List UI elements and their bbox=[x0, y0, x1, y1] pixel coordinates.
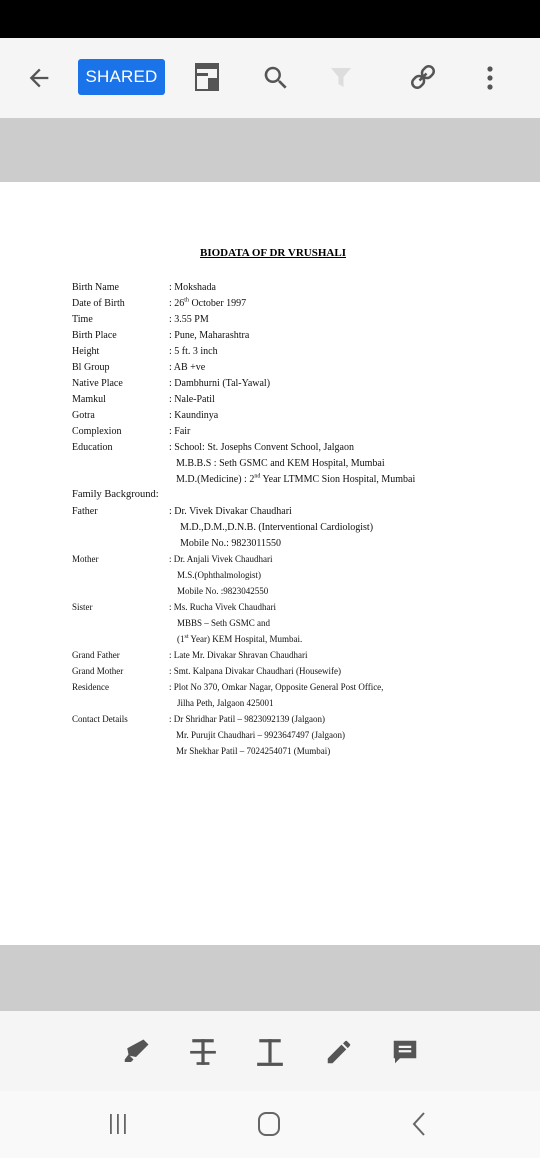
row-value: : 5 ft. 3 inch bbox=[169, 346, 218, 357]
filter-icon[interactable] bbox=[327, 63, 355, 93]
father-qualification: M.D.,D.M.,D.N.B. (Interventional Cardiologist) bbox=[180, 522, 374, 533]
strikethrough-icon[interactable] bbox=[187, 1035, 219, 1069]
education-md-pre: M.D.(Medicine) : 2 bbox=[176, 474, 255, 485]
row-value: : Nale-Patil bbox=[169, 394, 215, 405]
row-label: Height bbox=[72, 346, 100, 357]
family-background-heading: Family Background: bbox=[72, 489, 159, 500]
row-value: : Fair bbox=[169, 426, 191, 437]
mother-mobile: Mobile No. :9823042550 bbox=[177, 586, 269, 596]
row-value: : Kaundinya bbox=[169, 410, 219, 421]
comment-icon[interactable] bbox=[388, 1035, 422, 1069]
row-value: : Dambhurni (Tal-Yawal) bbox=[169, 378, 271, 389]
row-label: Complexion bbox=[72, 426, 122, 437]
system-nav-bar bbox=[0, 1091, 540, 1158]
recents-icon[interactable] bbox=[102, 1109, 134, 1139]
education-md-sup: nd bbox=[254, 473, 261, 480]
row-value: : Plot No 370, Omkar Nagar, Opposite General Post Office, bbox=[169, 682, 384, 692]
row-value: : School: St. Josephs Convent School, Jalgaon bbox=[169, 442, 354, 453]
row-label: Mamkul bbox=[72, 394, 106, 405]
back-icon[interactable] bbox=[404, 1109, 436, 1139]
pen-icon[interactable] bbox=[322, 1035, 356, 1069]
page-view-icon[interactable] bbox=[193, 61, 221, 93]
row-value bbox=[169, 298, 246, 309]
row-value: : Ms. Rucha Vivek Chaudhari bbox=[169, 602, 277, 612]
dob-suffix: th bbox=[184, 297, 189, 304]
home-icon[interactable] bbox=[252, 1109, 286, 1139]
education-mbbs: M.B.B.S : Seth GSMC and KEM Hospital, Mumbai bbox=[176, 458, 385, 469]
row-value: : AB +ve bbox=[169, 362, 206, 373]
document-title: BIODATA OF DR VRUSHALI bbox=[200, 247, 346, 259]
row-value: : Mokshada bbox=[169, 282, 216, 293]
back-arrow-icon[interactable] bbox=[22, 61, 56, 95]
row-label: Birth Place bbox=[72, 330, 117, 341]
document-page[interactable] bbox=[0, 182, 540, 945]
row-label: Sister bbox=[72, 602, 93, 612]
dob-rest: October 1997 bbox=[188, 298, 247, 309]
row-value: : 3.55 PM bbox=[169, 314, 209, 325]
row-value: : Late Mr. Divakar Shravan Chaudhari bbox=[169, 650, 308, 660]
row-value: : Dr. Anjali Vivek Chaudhari bbox=[169, 554, 273, 564]
sister-education: MBBS – Seth GSMC and bbox=[177, 618, 271, 628]
row-label: Grand Mother bbox=[72, 666, 124, 676]
contact-line-2: Mr. Purujit Chaudhari – 9923647497 (Jalgaon) bbox=[176, 730, 345, 740]
sister-year-pre: (1 bbox=[177, 634, 185, 644]
row-label: Bl Group bbox=[72, 362, 110, 373]
page-gap-top bbox=[0, 118, 540, 182]
text-insert-icon[interactable] bbox=[254, 1035, 286, 1069]
status-bar bbox=[0, 0, 540, 38]
link-icon[interactable] bbox=[406, 60, 440, 94]
annotation-toolbar bbox=[0, 1011, 540, 1091]
row-label: Birth Name bbox=[72, 282, 119, 293]
mother-qualification: M.S.(Ophthalmologist) bbox=[177, 570, 262, 580]
top-toolbar bbox=[0, 38, 540, 118]
father-mobile: Mobile No.: 9823011550 bbox=[180, 538, 282, 549]
sister-year-post: Year) KEM Hospital, Mumbai. bbox=[188, 634, 303, 644]
search-icon[interactable] bbox=[259, 61, 293, 95]
row-label: Grand Father bbox=[72, 650, 120, 660]
row-value: : Smt. Kalpana Divakar Chaudhari (Housewife) bbox=[169, 666, 341, 676]
contact-line-3: Mr Shekhar Patil – 7024254071 (Mumbai) bbox=[176, 746, 331, 756]
row-label: Education bbox=[72, 442, 113, 453]
shared-button[interactable]: SHARED bbox=[78, 59, 165, 95]
sister-year-sup: st bbox=[184, 634, 189, 640]
page-gap-bottom bbox=[0, 945, 540, 1011]
row-value: : Pune, Maharashtra bbox=[169, 330, 250, 341]
row-value: : Dr Shridhar Patil – 9823092139 (Jalgaon) bbox=[169, 714, 325, 724]
row-label: Contact Details bbox=[72, 714, 128, 724]
row-label: Native Place bbox=[72, 378, 123, 389]
row-label: Mother bbox=[72, 554, 99, 564]
row-label: Time bbox=[72, 314, 93, 325]
dob-day: : 26 bbox=[169, 298, 185, 309]
education-md-post: Year LTMMC Sion Hospital, Mumbai bbox=[260, 474, 416, 485]
highlighter-icon[interactable] bbox=[119, 1035, 153, 1069]
row-value: : Dr. Vivek Divakar Chaudhari bbox=[169, 506, 292, 517]
sister-year bbox=[177, 634, 302, 644]
row-label: Residence bbox=[72, 682, 109, 692]
more-vert-icon[interactable] bbox=[478, 61, 502, 95]
row-label: Father bbox=[72, 506, 98, 517]
residence-line-2: Jilha Peth, Jalgaon 425001 bbox=[177, 698, 274, 708]
row-label: Date of Birth bbox=[72, 298, 125, 309]
education-md bbox=[176, 474, 415, 485]
row-label: Gotra bbox=[72, 410, 95, 421]
